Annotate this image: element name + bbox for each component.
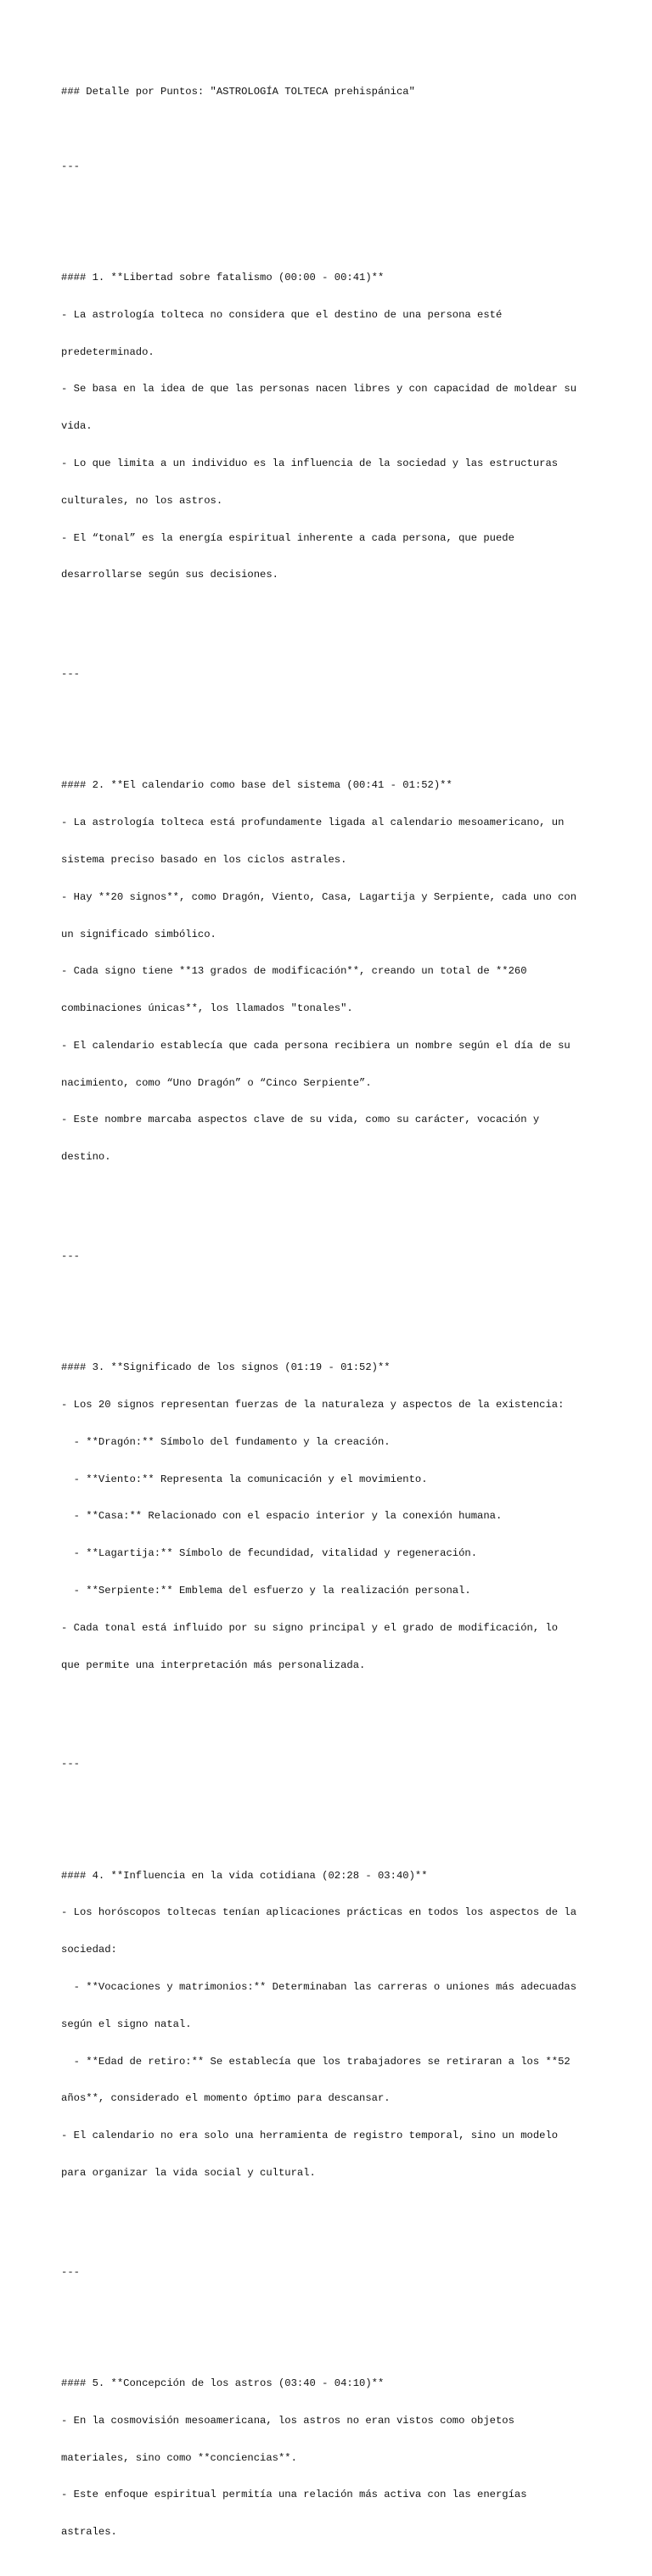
text-line: - **Vocaciones y matrimonios:** Determinaban las carreras o uniones más adecuadas	[61, 1981, 577, 1994]
text-line: - Lo que limita a un individuo es la influencia de la sociedad y las estructuras	[61, 457, 559, 469]
section-2	[61, 755, 604, 1188]
separator: ---	[61, 668, 80, 681]
text-line: predeterminado.	[61, 345, 155, 358]
section-5	[61, 2353, 604, 2563]
text-line: - Este nombre marcaba aspectos clave de su vida, como su carácter, vocación y	[61, 1114, 540, 1126]
text-line: - En la cosmovisión mesoamericana, los astros no eran vistos como objetos	[61, 2414, 514, 2427]
text-line: - **Viento:** Representa la comunicación y el movimiento.	[61, 1473, 428, 1485]
text-line: - Hay **20 signos**, como Dragón, Viento, Casa, Lagartija y Serpiente, cada uno con	[61, 890, 577, 903]
text-line: - El “tonal” es la energía espiritual inherente a cada persona, que puede	[61, 531, 514, 544]
text-line: astrales.	[61, 2526, 117, 2539]
section-heading: #### 2. **El calendario como base del sistema (00:41 - 01:52)**	[61, 779, 452, 792]
text-line: sistema preciso basado en los ciclos astrales.	[61, 854, 347, 866]
spacer	[61, 631, 604, 643]
text-line: - Cada tonal está influido por su signo principal y el grado de modificación, lo	[61, 1621, 559, 1634]
spacer	[61, 123, 604, 136]
text-line: - Se basa en la idea de que las personas nacen libres y con capacidad de moldear su	[61, 383, 577, 396]
separator: ---	[61, 1250, 80, 1262]
text-line: - El calendario establecía que cada persona recibiera un nombre según el día de su	[61, 1039, 570, 1052]
section-heading: #### 4. **Influencia en la vida cotidiana (02:28 - 03:40)**	[61, 1869, 428, 1882]
spacer	[61, 1213, 604, 1226]
spacer	[61, 1721, 604, 1734]
spacer	[61, 705, 604, 718]
section-heading: #### 5. **Concepción de los astros (03:40 - 04:10)**	[61, 2377, 385, 2390]
text-line: vida.	[61, 420, 93, 433]
text-line: culturales, no los astros.	[61, 494, 223, 507]
spacer	[61, 1288, 604, 1300]
text-line: - La astrología tolteca está profundamente ligada al calendario mesoamericano, un	[61, 817, 565, 829]
section-1	[61, 247, 604, 606]
text-line: destino.	[61, 1151, 111, 1164]
text-line: - **Serpiente:** Emblema del esfuerzo y la realización personal.	[61, 1585, 471, 1597]
text-line: años**, considerado el momento óptimo para descansar.	[61, 2092, 391, 2105]
text-line: desarrollarse según sus decisiones.	[61, 569, 278, 581]
text-line: - Este enfoque espiritual permitía una relación más activa con las energías	[61, 2489, 527, 2501]
spacer	[61, 198, 604, 210]
text-line: - La astrología tolteca no considera que el destino de una persona esté	[61, 308, 503, 321]
text-line: - **Casa:** Relacionado con el espacio interior y la conexión humana.	[61, 1510, 503, 1523]
text-line: - El calendario no era solo una herramienta de registro temporal, sino un modelo	[61, 2130, 559, 2142]
document-title: ### Detalle por Puntos: "ASTROLOGÍA TOLTECA prehispánica"	[61, 86, 415, 98]
text-line: - Cada signo tiene **13 grados de modificación**, creando un total de **260	[61, 965, 527, 978]
text-line: nacimiento, como “Uno Dragón” o “Cinco Serpiente”.	[61, 1076, 372, 1089]
separator: ---	[61, 2265, 80, 2278]
separator: ---	[61, 1758, 80, 1771]
section-heading: #### 3. **Significado de los signos (01:19 - 01:52)**	[61, 1361, 391, 1374]
text-line: materiales, sino como **conciencias**.	[61, 2451, 297, 2464]
section-4	[61, 1845, 604, 2204]
separator: ---	[61, 160, 80, 172]
text-line: según el signo natal.	[61, 2018, 192, 2030]
text-line: combinaciones únicas**, los llamados "tonales".	[61, 1002, 353, 1015]
text-line: - **Edad de retiro:** Se establecía que los trabajadores se retiraran a los **52	[61, 2055, 570, 2068]
text-line: para organizar la vida social y cultural.	[61, 2166, 316, 2179]
spacer	[61, 1795, 604, 1808]
text-line: sociedad:	[61, 1944, 117, 1956]
spacer	[61, 2303, 604, 2315]
text-line: - **Lagartija:** Símbolo de fecundidad, vitalidad y regeneración.	[61, 1547, 478, 1560]
section-heading: #### 1. **Libertad sobre fatalismo (00:00 - 00:41)**	[61, 272, 385, 284]
document-page	[61, 61, 604, 2576]
spacer	[61, 2229, 604, 2242]
text-line: - **Dragón:** Símbolo del fundamento y la creación.	[61, 1435, 391, 1448]
text-line: un significado simbólico.	[61, 928, 216, 940]
text-line: - Los horóscopos toltecas tenían aplicaciones prácticas en todos los aspectos de la	[61, 1906, 577, 1919]
text-line: que permite una interpretación más personalizada.	[61, 1658, 366, 1671]
section-3	[61, 1337, 604, 1696]
text-line: - Los 20 signos representan fuerzas de la naturaleza y aspectos de la existencia:	[61, 1399, 565, 1411]
